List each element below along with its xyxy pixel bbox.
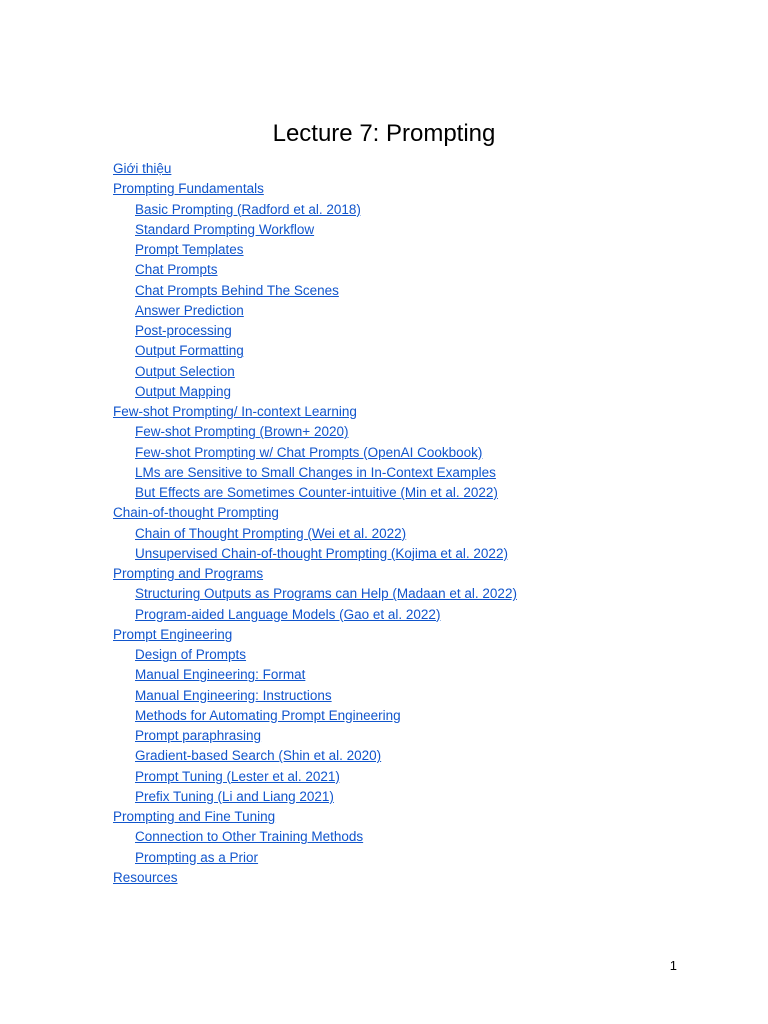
toc-subsection bbox=[113, 301, 517, 321]
toc-subsection bbox=[113, 341, 517, 361]
toc-link[interactable]: Chat Prompts bbox=[135, 262, 218, 278]
toc-subsection bbox=[113, 362, 517, 382]
toc-subsection bbox=[113, 827, 517, 847]
toc-link[interactable]: Giới thiệu bbox=[113, 161, 172, 176]
toc-link[interactable]: Unsupervised Chain-of-thought Prompting (Kojima et al. 2022) bbox=[135, 545, 508, 561]
toc-section bbox=[113, 179, 517, 199]
toc-subsection bbox=[113, 787, 517, 807]
toc-section bbox=[113, 564, 517, 584]
toc-subsection bbox=[113, 665, 517, 685]
toc-subsection bbox=[113, 544, 517, 564]
toc-subsection bbox=[113, 260, 517, 280]
toc-link[interactable]: Program-aided Language Models (Gao et al. 2022) bbox=[135, 606, 441, 622]
toc-link[interactable]: Prefix Tuning (Li and Liang 2021) bbox=[135, 788, 334, 804]
toc-subsection bbox=[113, 220, 517, 240]
toc-link[interactable]: Connection to Other Training Methods bbox=[135, 829, 364, 845]
toc-link[interactable]: Prompt Engineering bbox=[113, 626, 233, 642]
toc-link[interactable]: Output Formatting bbox=[135, 343, 244, 359]
toc-subsection bbox=[113, 281, 517, 301]
toc-subsection bbox=[113, 605, 517, 625]
toc-link[interactable]: Output Selection bbox=[135, 363, 235, 379]
toc-link[interactable]: Methods for Automating Prompt Engineering bbox=[135, 707, 401, 723]
toc-subsection bbox=[113, 240, 517, 260]
toc-section bbox=[113, 807, 517, 827]
toc-link[interactable]: Structuring Outputs as Programs can Help (Madaan et al. 2022) bbox=[135, 586, 517, 602]
toc-link[interactable]: Basic Prompting (Radford et al. 2018) bbox=[135, 201, 361, 217]
toc-link[interactable]: Prompting Fundamentals bbox=[113, 181, 264, 197]
toc-section bbox=[113, 868, 517, 888]
toc-subsection bbox=[113, 422, 517, 442]
toc-link[interactable]: Output Mapping bbox=[135, 383, 232, 399]
toc-link[interactable]: Answer Prediction bbox=[135, 302, 244, 318]
toc-subsection bbox=[113, 524, 517, 544]
toc-subsection bbox=[113, 767, 517, 787]
toc-subsection bbox=[113, 382, 517, 402]
toc-section bbox=[113, 159, 517, 179]
toc-link[interactable]: Post-processing bbox=[135, 323, 232, 338]
toc-section bbox=[113, 625, 517, 645]
toc-link[interactable]: Few-shot Prompting (Brown+ 2020) bbox=[135, 424, 349, 440]
toc-link[interactable]: Prompt Tuning (Lester et al. 2021) bbox=[135, 768, 340, 784]
toc-link[interactable]: Gradient-based Search (Shin et al. 2020) bbox=[135, 748, 382, 764]
toc-link[interactable]: Prompting as a Prior bbox=[135, 849, 259, 865]
toc-link[interactable]: Few-shot Prompting/ In-context Learning bbox=[113, 404, 357, 419]
toc-link[interactable]: Standard Prompting Workflow bbox=[135, 221, 315, 237]
toc-link[interactable]: Prompting and Programs bbox=[113, 566, 264, 581]
toc-link[interactable]: Chain-of-thought Prompting bbox=[113, 505, 279, 521]
toc-subsection bbox=[113, 686, 517, 706]
toc-link[interactable]: Design of Prompts bbox=[135, 647, 247, 662]
toc-subsection bbox=[113, 483, 517, 503]
toc-link[interactable]: Manual Engineering: Instructions bbox=[135, 687, 332, 703]
toc-link[interactable]: Resources bbox=[113, 869, 178, 885]
document-title: Lecture 7: Prompting bbox=[272, 120, 496, 147]
toc-subsection bbox=[113, 706, 517, 726]
toc-link[interactable]: Chain of Thought Prompting (Wei et al. 2022) bbox=[135, 525, 407, 541]
toc-subsection bbox=[113, 584, 517, 604]
page-number: 1 bbox=[669, 958, 677, 973]
toc-subsection bbox=[113, 726, 517, 746]
toc-subsection bbox=[113, 443, 517, 463]
table-of-contents bbox=[113, 159, 517, 888]
toc-section bbox=[113, 503, 517, 523]
toc-link[interactable]: Prompting and Fine Tuning bbox=[113, 809, 276, 824]
toc-section bbox=[113, 402, 517, 422]
toc-subsection bbox=[113, 645, 517, 665]
toc-link[interactable]: Prompt paraphrasing bbox=[135, 728, 262, 743]
toc-link[interactable]: Chat Prompts Behind The Scenes bbox=[135, 282, 339, 298]
toc-link[interactable]: LMs are Sensitive to Small Changes in In-Context Examples bbox=[135, 464, 496, 480]
toc-subsection bbox=[113, 200, 517, 220]
toc-link[interactable]: Prompt Templates bbox=[135, 242, 244, 257]
toc-link[interactable]: Manual Engineering: Format bbox=[135, 667, 306, 683]
toc-subsection bbox=[113, 463, 517, 483]
toc-subsection bbox=[113, 746, 517, 766]
toc-subsection bbox=[113, 848, 517, 868]
toc-link[interactable]: Few-shot Prompting w/ Chat Prompts (OpenAI Cookbook) bbox=[135, 444, 483, 460]
toc-subsection bbox=[113, 321, 517, 341]
toc-link[interactable]: But Effects are Sometimes Counter-intuitive (Min et al. 2022) bbox=[135, 485, 498, 500]
